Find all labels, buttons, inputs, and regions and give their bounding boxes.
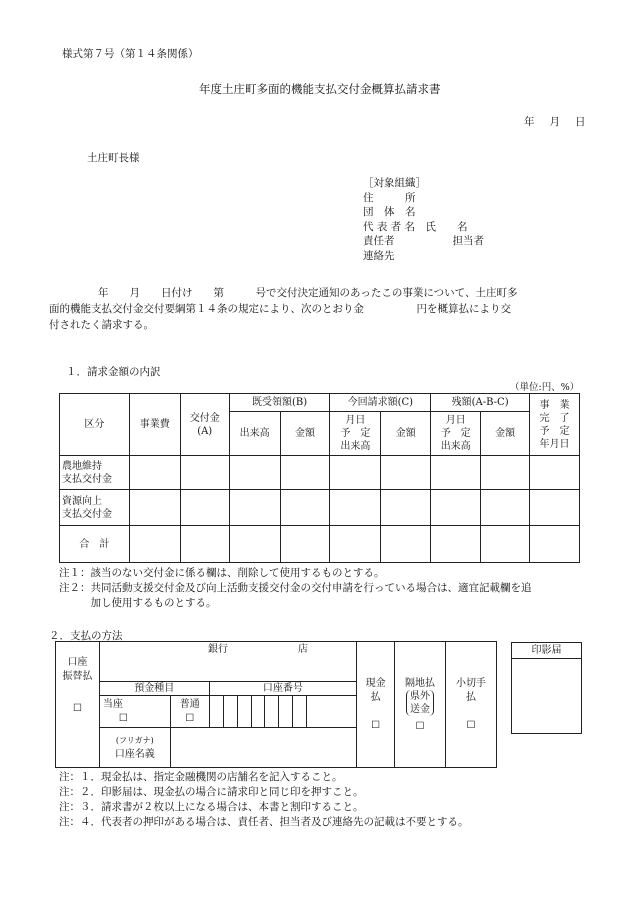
applicant-block [363,176,484,263]
account-name-label: 口座名義 [114,748,155,760]
claim-breakdown-table [59,393,580,563]
current-account-cell[interactable] [99,696,170,728]
branch-label: 店 [298,644,309,655]
header-current-planned [330,412,381,456]
remote-bracket [406,690,434,716]
cash-cell [357,642,395,768]
row-label-line2: 支払交付金 [62,508,112,520]
account-digit[interactable] [279,696,293,728]
header-remaining-amount: 金額 [481,412,530,456]
current-achievement: 出来高 [340,441,371,452]
contact-person-label: 担当者 [452,235,484,247]
section2-note-4: 注：４．代表者の押印がある場合は、責任者、担当者及び連絡先の記載は不要とする。 [59,816,469,828]
group-name-label: 団 体 名 [363,206,416,218]
cash-checkbox[interactable]: ☐ [371,719,381,731]
header-category: 区分 [60,394,130,456]
row-label [60,490,130,526]
current-month-day: 月日 [345,415,366,426]
header-grant-line2: (A) [197,425,213,437]
account-digit[interactable] [209,696,223,728]
completion-4: 年月日 [539,438,570,450]
header-current-amount: 金額 [381,412,431,456]
transfer-cell [56,642,100,768]
transfer-label-1: 口座 [67,657,88,668]
current-account-checkbox[interactable]: ☐ [118,712,128,724]
header-received-amount: 金額 [280,412,330,456]
seal-label: 印影届 [512,643,582,659]
account-name-label-cell [99,728,170,768]
section1-note-1: 注１：該当のない交付金に係る欄は、削除して使用するものとする。 [59,567,385,579]
check-label-2: 払 [465,691,476,703]
unit-label: （単位:円、%） [510,382,580,393]
account-digit[interactable] [293,696,307,728]
date-day: 日 [575,116,586,128]
check-label-1: 小切手 [455,677,486,689]
header-completion [530,394,580,456]
completion-1: 事 業 [539,399,570,411]
remote-transfer: 送金 [410,703,431,715]
remote-cell [395,642,446,768]
row-label [60,456,130,490]
body-line-1: 年 月 日付け 第 号で交付決定通知のあったこの事業について、土庄町多 [98,287,518,299]
remote-checkbox[interactable]: ☐ [415,720,425,732]
check-cell [445,642,496,768]
current-planned: 予 定 [340,428,371,439]
total-label: 合 計 [60,526,130,563]
address-label: 住 所 [363,191,416,204]
header-remaining-planned [431,412,481,456]
header-received: 既受領額(B) [229,394,330,412]
section2-note-3: 注：３．請求書が２枚以上になる場合は、本書と割印すること。 [59,801,364,813]
remaining-month-day: 月日 [445,415,466,426]
remote-outside-pref: 県外 [410,690,431,702]
date-year: 年 [524,116,535,128]
header-grant-line1: 交付金 [189,412,220,424]
section1-heading: １．請求金額の内訳 [66,366,161,378]
account-digit[interactable] [265,696,279,728]
account-name-input[interactable] [170,728,356,768]
row-label-line1: 資源向上 [62,495,102,507]
section1-note-2: 注２：共同活動支援交付金及び向上活動支援交付金の交付申請を行っている場合は、適宜記載欄を追 [59,582,532,594]
table-row [60,456,580,490]
account-digit[interactable] [223,696,237,728]
row-label-line2: 支払交付金 [62,473,112,485]
furigana-label: (フリガナ) [115,735,154,745]
ordinary-account-checkbox[interactable]: ☐ [185,712,195,724]
ordinary-account-cell[interactable] [170,696,209,728]
date-line [524,114,586,129]
responsible-line [363,234,484,249]
check-checkbox[interactable]: ☐ [466,719,476,731]
account-digit[interactable] [251,696,265,728]
date-month: 月 [549,116,560,128]
deposit-type-header: 預金種目 [99,682,209,696]
remote-label: 隔地払 [405,677,436,689]
row-label-line1: 農地維持 [62,460,102,472]
account-digit[interactable] [237,696,251,728]
section2-note-1: 注：１．現金払は、指定金融機関の店舗名を記入すること。 [59,771,343,783]
transfer-label-2: 振替払 [62,671,93,682]
remaining-planned: 予 定 [440,428,471,439]
form-number: 様式第７号（第１４条関係） [62,48,199,60]
addressee: 土庄町長様 [87,152,140,164]
contact-label: 連絡先 [363,249,395,262]
responsible-label: 責任者 [363,235,395,247]
completion-3: 予 定 [539,425,570,437]
table-row [60,490,580,526]
org-label: ［対象組織］ [363,177,426,189]
account-extra[interactable] [307,696,357,728]
body-line-2: 面的機能支払交付金交付要綱第１４条の規定により、次のとおり金 円を概算払により交 [49,303,511,315]
account-number-header: 口座番号 [209,682,357,696]
payment-method-table [55,641,497,768]
current-account-label: 当座 [102,698,123,710]
header-grant [180,394,229,456]
bank-branch-cell[interactable] [99,642,356,682]
seal-area[interactable] [512,659,582,734]
cash-label-1: 現金 [365,677,386,689]
header-remaining: 残額(A-B-C) [431,394,530,412]
header-received-achievement: 出来高 [229,412,280,456]
remaining-achievement: 出来高 [440,441,471,452]
section1-note-3: 加し使用するものとする。 [59,597,217,609]
representative-label: 代 表 者 名 氏 名 [363,220,468,233]
header-current: 今回請求額(C) [330,394,431,412]
body-line-3: 付されたく請求する。 [49,319,154,331]
section2-heading: ２．支払の方法 [49,630,123,642]
cash-label-2: 払 [370,691,381,703]
transfer-checkbox[interactable]: ☐ [72,703,82,714]
table-row-total [60,526,580,563]
page-title: 年度土庄町多面的機能支払交付金概算払請求書 [199,82,441,96]
completion-2: 完 了 [539,412,570,424]
bank-label: 銀行 [208,644,229,655]
ordinary-account-label: 普通 [179,698,200,710]
header-project-cost: 事業費 [129,394,180,456]
section2-note-2: 注：２．印影届は、現金払の場合に請求印と同じ印を押すこと。 [59,786,364,798]
seal-box [511,642,582,734]
